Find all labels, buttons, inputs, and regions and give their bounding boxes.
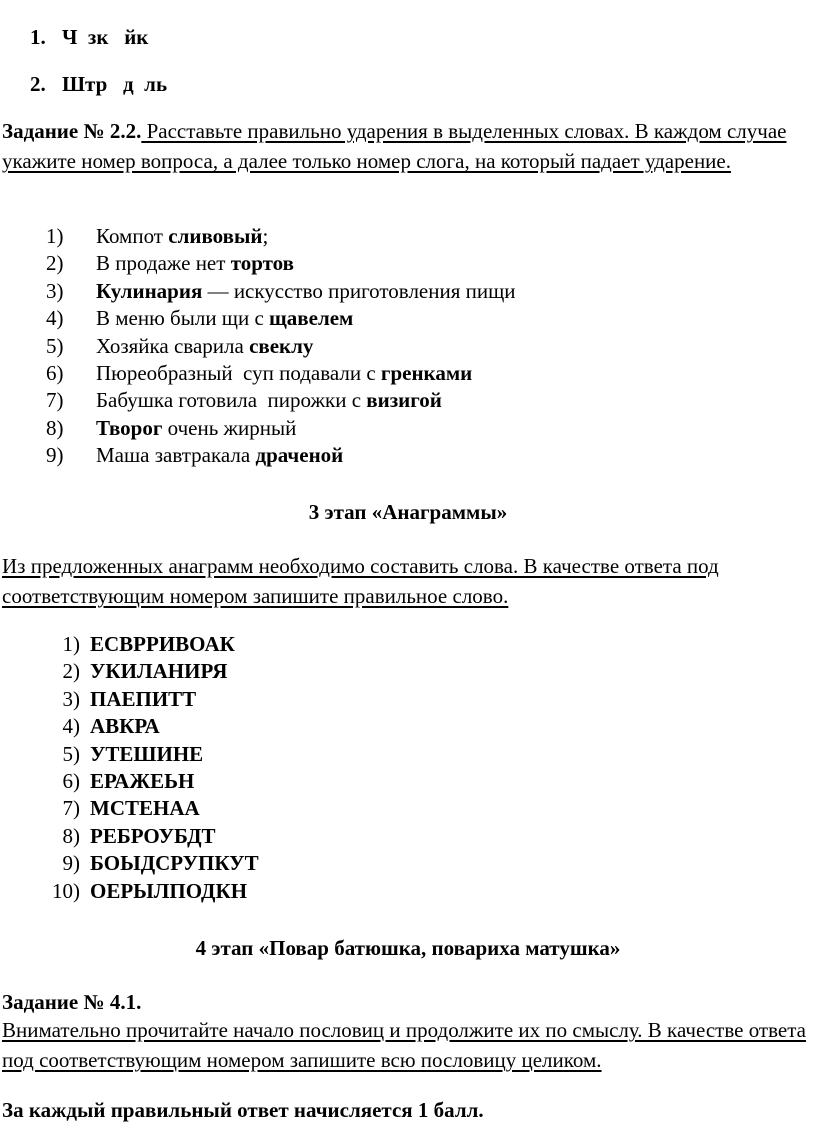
- stress-item-number: 5): [46, 333, 64, 358]
- top-list-number: 1.: [30, 25, 46, 49]
- stress-item-number: 6): [46, 361, 64, 385]
- stage-3-instruction: Из предложенных анаграмм необходимо составить слова. В качестве ответа под соответствующим номером запишите правильное слово.: [2, 554, 719, 608]
- anagram-word: УТЕШИНЕ: [90, 741, 204, 766]
- anagram-word: АВКРА: [90, 714, 160, 739]
- stress-item-text-before: Бабушка готовила пирожки с: [96, 388, 367, 413]
- task-4-1-instruction: Внимательно прочитайте начало пословиц и продолжите их по смыслу. В качестве ответа под соответствующим номером запишите всю пословицу целиком.: [2, 1018, 806, 1072]
- task-4-1-instruction-paragraph: [2, 1015, 814, 1075]
- stage-3-instruction-paragraph: [2, 551, 814, 611]
- stress-item-number: 8): [46, 415, 64, 440]
- anagram-number: 10): [52, 878, 80, 903]
- top-list-item: [30, 25, 148, 50]
- anagram-number: 1): [62, 632, 80, 656]
- anagram-number: 4): [62, 714, 80, 739]
- stress-item-text-before: В меню были щи с: [96, 306, 270, 331]
- stage-3-heading: 3 этап «Анаграммы»: [308, 500, 508, 524]
- stress-item-number: 4): [46, 306, 64, 331]
- stress-item-text-before: Маша завтракала: [96, 443, 256, 468]
- anagram-list-item: [44, 879, 247, 904]
- stress-item-number: 3): [46, 278, 64, 303]
- stage-4-heading: 4 этап «Повар батюшка, повариха матушка»: [195, 936, 621, 960]
- top-list-item: [30, 72, 167, 97]
- stress-item-number: 7): [46, 388, 64, 413]
- anagram-number: 9): [62, 851, 80, 876]
- stress-list-item: [46, 361, 472, 386]
- anagram-word: ОЕРЫЛПОДКН: [90, 878, 248, 903]
- stress-item-number: 2): [46, 251, 64, 276]
- top-list-text: Ч зк йк: [62, 25, 149, 49]
- stress-item-highlighted-word: Кулинария: [96, 278, 203, 303]
- stress-item-text-before: Компот: [96, 224, 169, 248]
- anagram-list-item: [44, 796, 200, 821]
- anagram-word: БОЫДСРУПКУТ: [90, 851, 259, 876]
- stress-item-highlighted-word: тортов: [230, 251, 294, 276]
- top-list-number: 2.: [30, 72, 46, 96]
- anagram-list-item: [44, 687, 196, 712]
- stress-item-highlighted-word: щавелем: [269, 306, 354, 331]
- anagram-word: РЕБРОУБДТ: [90, 823, 216, 848]
- anagram-number: 7): [62, 796, 80, 821]
- stress-list-item: [46, 334, 313, 359]
- anagram-list-item: [44, 742, 203, 767]
- anagram-number: 3): [62, 686, 80, 711]
- top-list-text: Штр д ль: [62, 72, 168, 96]
- stress-item-text-after: очень жирный: [162, 415, 297, 440]
- stress-item-text-before: В продаже нет: [96, 251, 231, 276]
- stress-item-highlighted-word: Творог: [96, 415, 163, 440]
- anagram-list-item: [44, 714, 160, 739]
- stress-item-text-after: ;: [262, 224, 269, 248]
- task-4-1-label: Задание № 4.1.: [2, 990, 142, 1014]
- stress-list-item: [46, 306, 353, 331]
- anagram-list-item: [44, 659, 227, 684]
- anagram-word: УКИЛАНИРЯ: [90, 659, 228, 684]
- stress-list-item: [46, 388, 442, 413]
- anagram-list-item: [44, 632, 235, 657]
- anagram-word: ЕСВРРИВОАК: [90, 632, 235, 656]
- anagram-number: 5): [62, 741, 80, 766]
- anagram-number: 8): [62, 823, 80, 848]
- stress-list-item: [46, 279, 516, 304]
- stress-list-item: [46, 251, 294, 276]
- anagram-number: 2): [62, 659, 80, 684]
- anagram-word: ЕРАЖЕЬН: [90, 769, 195, 793]
- task-2-2-label: Задание № 2.2.: [2, 119, 142, 143]
- stress-item-highlighted-word: визигой: [366, 388, 442, 413]
- anagram-word: МСТЕНАА: [90, 796, 200, 821]
- stress-list-item: [46, 443, 343, 468]
- stress-item-number: 9): [46, 443, 64, 468]
- stress-item-text-before: Пюреобразный суп подавали с: [96, 361, 381, 385]
- task-2-2-paragraph: [2, 116, 814, 176]
- anagram-list-item: [44, 851, 259, 876]
- stress-item-highlighted-word: драченой: [255, 443, 344, 468]
- score-note: За каждый правильный ответ начисляется 1 балл.: [2, 1098, 484, 1122]
- stress-item-text-after: — искусство приготовления пищи: [202, 278, 516, 303]
- stress-list-item: [46, 224, 268, 249]
- stress-item-highlighted-word: гренками: [380, 361, 473, 385]
- anagram-number: 6): [62, 769, 80, 793]
- anagram-list-item: [44, 824, 216, 849]
- stress-item-highlighted-word: свеклу: [249, 333, 314, 358]
- stress-item-highlighted-word: сливовый: [168, 224, 263, 248]
- task-2-2-instruction: Расставьте правильно ударения в выделенных словах. В каждом случае укажите номер вопроса, а далее только номер слога, на который падает ударение.: [2, 119, 787, 173]
- anagram-list-item: [44, 769, 194, 794]
- stress-list-item: [46, 416, 296, 441]
- stress-item-text-before: Хозяйка сварила: [96, 333, 250, 358]
- anagram-word: ПАЕПИТТ: [90, 686, 197, 711]
- stress-item-number: 1): [46, 224, 64, 248]
